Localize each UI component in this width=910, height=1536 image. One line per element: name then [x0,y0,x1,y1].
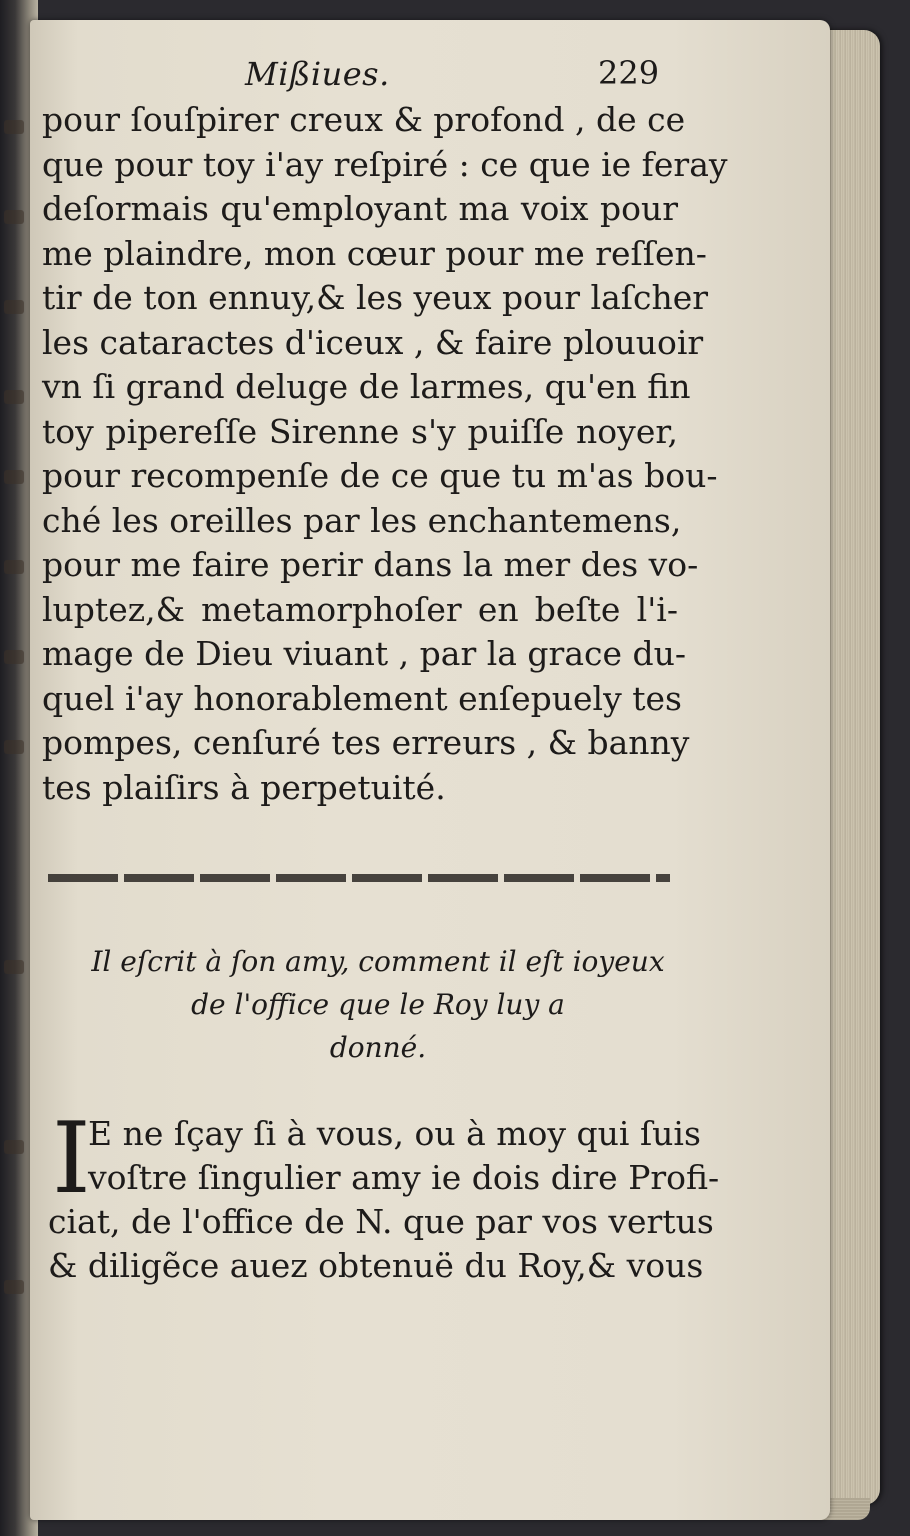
heading-line: Il eſcrit à ſon amy, comment il eſt ioyeux [91,945,665,978]
text-line: E ne ſçay ſi à vous, ou à moy qui ſuis [88,1114,701,1153]
bleed-mark [4,120,24,134]
text-line: & diligẽce auez obtenuë du Roy,& vous [48,1246,704,1285]
text-line: tir de ton ennuy,& les yeux pour laſcher [42,278,709,317]
page-number: 229 [598,54,660,92]
bleed-mark [4,740,24,754]
text-line: tes plaiſirs à perpetuité. [42,767,446,807]
text-line: me plaindre, mon cœur pour me reſſen- [42,233,707,273]
text-line: pour ſouſpirer creux & profond , de ce [42,100,686,139]
bleed-mark [4,560,24,574]
running-head: Mißiues. [245,55,390,93]
text-line: que pour toy i'ay reſpiré : ce que ie feray [42,144,728,184]
bleed-mark [4,210,24,224]
drop-cap: I [52,1102,91,1216]
body-text [42,98,728,810]
bleed-mark [4,470,24,484]
text-line: luptez,& metamorphoſer en beſte l'i- [42,589,678,629]
section-heading [48,940,708,1069]
text-line: ché les oreilles par les enchantemens, [42,500,682,540]
heading-line: de l'office que le Roy luy a [191,988,565,1021]
text-line: les cataractes d'iceux , & faire plouuoir [42,322,704,362]
text-line: vn ſi grand deluge de larmes, qu'en fin [42,367,691,406]
bleed-mark [4,650,24,664]
bleed-mark [4,1140,24,1154]
text-line: pour me faire perir dans la mer des vo- [42,545,699,584]
text-line: pour recompenſe de ce que tu m'as bou- [42,456,718,495]
text-line: voſtre ſingulier amy ie dois dire Profi- [88,1158,720,1197]
bleed-mark [4,300,24,314]
bleed-mark [4,1280,24,1294]
text-line: ciat, de l'office de N. que par vos vertus [48,1202,714,1241]
text-line: mage de Dieu viuant , par la grace du- [42,634,687,673]
text-line: toy pipereſſe Sirenne s'y puiſſe noyer, [42,411,678,451]
text-line: pompes, cenſuré tes erreurs , & banny [42,723,690,762]
heading-line: donné. [329,1031,427,1064]
ornamental-rule [48,874,670,882]
bleed-mark [4,960,24,974]
text-line: deſormais qu'employant ma voix pour [42,189,678,228]
bleed-mark [4,390,24,404]
text-line: quel i'ay honorablement enſepuely tes [42,678,682,718]
